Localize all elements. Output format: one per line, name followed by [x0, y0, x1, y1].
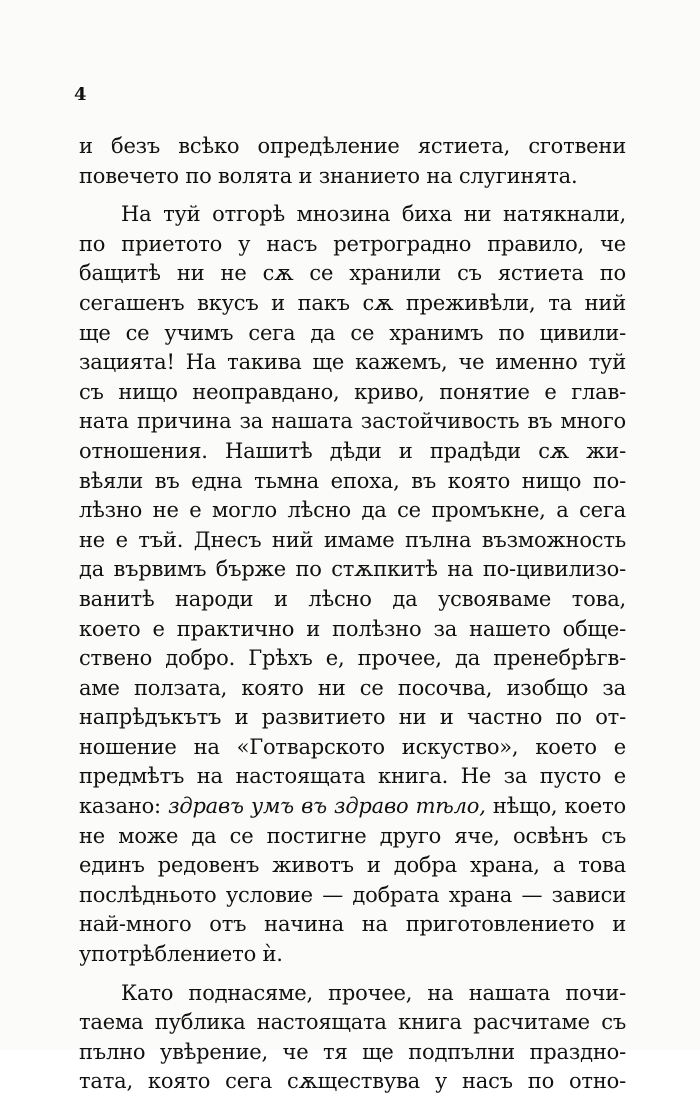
text-line: предмѣтъ на настоящата книга. Не за пусто е	[79, 764, 626, 789]
text-line: отношения. Нашитѣ дѣди и прадѣди сѫ жи-	[79, 438, 626, 463]
text-line: аме ползата, която ни се посочва, изобщо за	[79, 675, 626, 700]
text-line: бащитѣ ни не сѫ се хранили съ ястиета по	[79, 261, 626, 286]
text-line: зацията! На такива ще кажемъ, че именно туй	[79, 350, 626, 375]
body-text	[79, 132, 626, 1097]
text-line: повечето по волята и знанието на слугинята.	[79, 163, 578, 188]
text-line: единъ редовенъ животъ и добра храна, а това	[79, 853, 626, 878]
text-line: ванитѣ народи и лѣсно да усвояваме това,	[79, 586, 626, 611]
text-line: таема публика настоящата книга расчитаме съ	[79, 1010, 626, 1035]
text-line: Като поднасяме, прочее, на нашата почи-	[121, 980, 626, 1005]
page-number: 4	[74, 84, 87, 105]
text-line: не е тъй. Днесъ ний имаме пълна възможность	[79, 527, 626, 552]
text-line: съ нищо неоправдано, криво, понятие е глав-	[79, 379, 626, 404]
text-line: да вървимъ бърже по стѫпкитѣ на по-цивилизо-	[79, 557, 626, 582]
text-line: тата, която сега сѫществува у насъ по отно-	[79, 1069, 626, 1094]
text-line: най-много отъ начина на приготовлението и	[79, 912, 626, 937]
text-line: сегашенъ вкусъ и пакъ сѫ преживѣли, та ний	[79, 290, 626, 315]
text-line: и безъ всѣко опредѣление ястиета, сготвени	[79, 134, 626, 158]
text-line: пълно увѣрение, че тя ще подпълни праздно-	[79, 1039, 626, 1064]
text-line: ната причина за нашата застойчивость въ много	[79, 409, 626, 434]
text-line: ствено добро. Грѣхъ е, прочее, да пренебрѣгв-	[79, 646, 626, 671]
text-segment: казано:	[79, 794, 169, 819]
text-line: по приетото у насъ ретроградно правило, че	[79, 231, 626, 256]
text-line: което е практично и полѣзно за нашето обще-	[79, 616, 626, 641]
text-line: напрѣдъкътъ и развитието ни и частно по от-	[79, 705, 626, 730]
text-line: На туй отгорѣ мнозина биха ни натякнали,	[121, 202, 626, 227]
text-line: вѣяли въ една тьмна епоха, въ която нищо по-	[79, 468, 626, 493]
text-line: употрѣблението ѝ.	[79, 942, 283, 967]
text-line: ще се учимъ сега да се хранимъ по цивили-	[79, 320, 626, 345]
text-line: не може да се постигне друго яче, освѣнъ съ	[79, 823, 626, 848]
text-line: послѣдньото условие — добратa храна — зависи	[79, 882, 626, 907]
text-line: лѣзно не е могло лѣсно да се промъкне, а сега	[79, 498, 626, 523]
italic-quote: здравъ умъ въ здраво тѣло,	[168, 794, 486, 819]
text-segment: нѣщо, което	[485, 794, 626, 819]
text-line-with-italic	[79, 792, 626, 822]
text-line: ношение на «Готварското искуство», което е	[79, 734, 626, 759]
